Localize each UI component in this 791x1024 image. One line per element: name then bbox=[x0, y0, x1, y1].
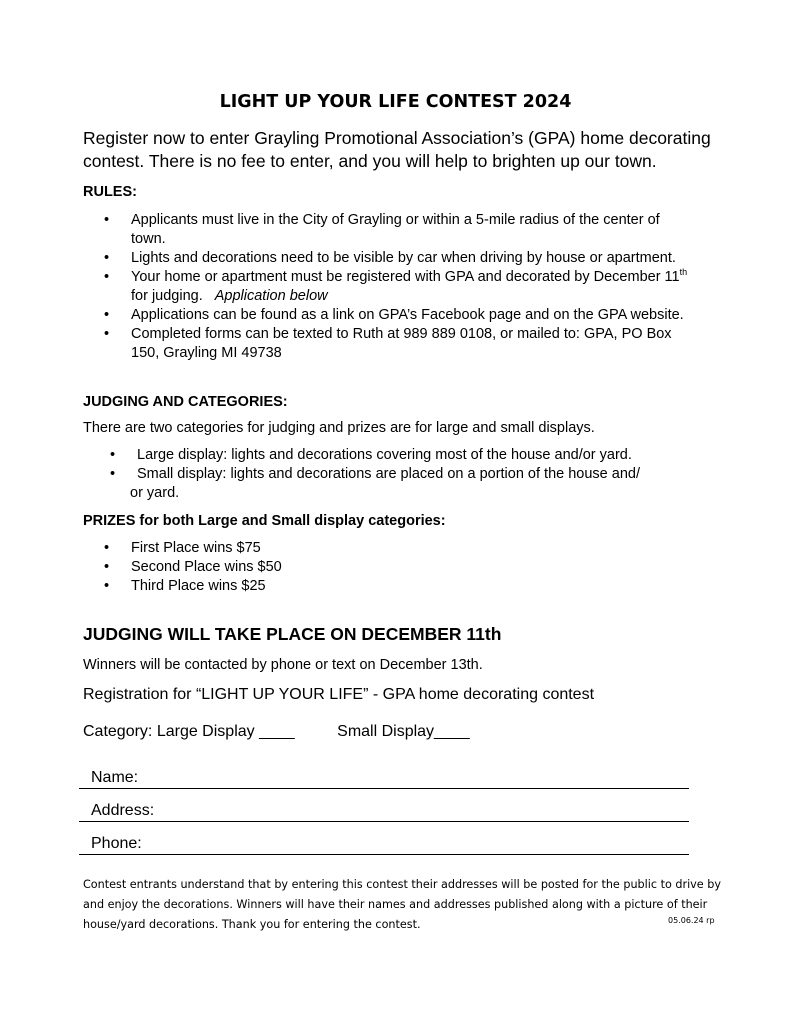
bullet-icon: • bbox=[104, 250, 110, 266]
judging-heading: JUDGING AND CATEGORIES: bbox=[83, 394, 288, 410]
list-item bbox=[83, 539, 282, 558]
judging-intro: There are two categories for judging and prizes are for large and small displays. bbox=[83, 420, 595, 436]
footer-line-2: and enjoy the decorations. Winners will have their names and addresses published along with a picture of their bbox=[83, 898, 708, 911]
rule-5-line-1: Completed forms can be texted to Ruth at 989 889 0108, or mailed to: GPA, PO Box bbox=[131, 326, 672, 342]
category-large-desc: Large display: lights and decorations covering most of the house and/or yard. bbox=[137, 447, 632, 463]
footer-disclaimer bbox=[83, 875, 721, 935]
rule-3-line-1 bbox=[131, 268, 687, 287]
prizes-heading: PRIZES for both Large and Small display categories: bbox=[83, 513, 446, 529]
bullet-icon: • bbox=[104, 212, 110, 228]
intro-line-1: Register now to enter Grayling Promotional Association’s (GPA) home decorating bbox=[83, 128, 711, 148]
rule-3-line-2 bbox=[131, 287, 687, 306]
rule-2-line-1: Lights and decorations need to be visible by car when driving by house or apartment. bbox=[131, 250, 676, 266]
category-small-desc: Small display: lights and decorations are placed on a portion of the house and/ bbox=[137, 466, 640, 482]
bullet-icon: • bbox=[104, 540, 110, 556]
rule-1-line-2: town. bbox=[131, 231, 166, 247]
bullet-icon: • bbox=[104, 307, 110, 323]
prize-first: First Place wins $75 bbox=[131, 540, 261, 556]
rules-list bbox=[83, 211, 687, 363]
rule-1-line-1: Applicants must live in the City of Grayling or within a 5-mile radius of the center of bbox=[131, 212, 660, 228]
prize-second: Second Place wins $50 bbox=[131, 559, 282, 575]
name-field[interactable] bbox=[79, 770, 689, 789]
judging-date-heading: JUDGING WILL TAKE PLACE ON DECEMBER 11th bbox=[83, 624, 502, 644]
list-item bbox=[83, 249, 687, 268]
ordinal-suffix: th bbox=[679, 267, 688, 278]
categories-list bbox=[89, 446, 640, 503]
bullet-icon: • bbox=[104, 269, 110, 285]
intro-text bbox=[83, 127, 711, 173]
list-item bbox=[89, 465, 640, 503]
address-field[interactable] bbox=[79, 803, 689, 822]
version-stamp: 05.06.24 rp bbox=[668, 916, 715, 925]
bullet-icon: • bbox=[104, 578, 110, 594]
bullet-icon: • bbox=[104, 326, 110, 342]
list-item bbox=[83, 306, 687, 325]
application-note: Application below bbox=[214, 288, 328, 304]
address-label: Address: bbox=[91, 802, 155, 819]
name-label: Name: bbox=[91, 769, 139, 786]
registration-title: Registration for “LIGHT UP YOUR LIFE” - GPA home decorating contest bbox=[83, 686, 595, 703]
list-item bbox=[89, 446, 640, 465]
intro-line-2: contest. There is no fee to enter, and you will help to brighten up our town. bbox=[83, 151, 657, 171]
category-small-desc-2: or yard. bbox=[130, 485, 180, 501]
rules-heading: RULES: bbox=[83, 184, 137, 200]
rule-3-text: Your home or apartment must be registered with GPA and decorated by December 11 bbox=[131, 269, 680, 285]
category-line bbox=[83, 723, 470, 741]
list-item bbox=[83, 325, 687, 363]
prizes-list bbox=[83, 539, 282, 596]
bullet-icon: • bbox=[110, 447, 116, 463]
list-item bbox=[83, 577, 282, 596]
list-item bbox=[83, 268, 687, 306]
category-small-option[interactable]: Small Display____ bbox=[337, 723, 470, 740]
page-title: LIGHT UP YOUR LIFE CONTEST 2024 bbox=[219, 92, 572, 112]
phone-label: Phone: bbox=[91, 835, 142, 852]
list-item bbox=[83, 558, 282, 577]
list-item bbox=[83, 211, 687, 249]
phone-field[interactable] bbox=[79, 836, 689, 855]
rule-3-text-2: for judging. bbox=[131, 288, 203, 304]
bullet-icon: • bbox=[110, 466, 116, 482]
footer-line-1: Contest entrants understand that by entering this contest their addresses will be posted for the public to drive by bbox=[83, 878, 721, 891]
rule-4-line-1: Applications can be found as a link on GPA’s Facebook page and on the GPA website. bbox=[131, 307, 684, 323]
category-large-option[interactable]: Category: Large Display ____ bbox=[83, 723, 295, 740]
footer-line-3: house/yard decorations. Thank you for entering the contest. bbox=[83, 918, 421, 931]
winners-note: Winners will be contacted by phone or text on December 13th. bbox=[83, 657, 483, 673]
prize-third: Third Place wins $25 bbox=[131, 578, 266, 594]
rule-5-line-2: 150, Grayling MI 49738 bbox=[131, 345, 282, 361]
bullet-icon: • bbox=[104, 559, 110, 575]
